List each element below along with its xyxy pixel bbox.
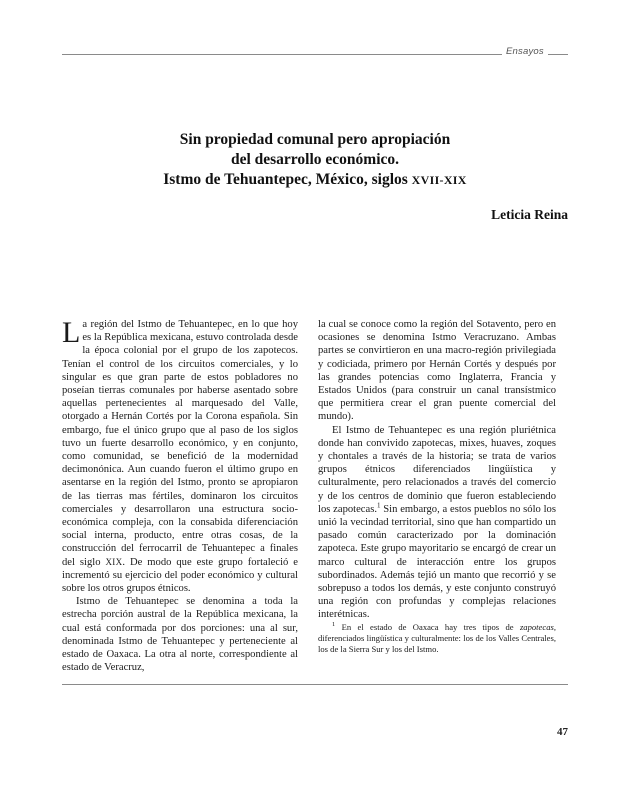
author-name: Leticia Reina <box>491 207 568 222</box>
title-line-3 <box>62 170 568 190</box>
title-line-1: Sin propiedad comunal pero apropiación <box>179 131 451 149</box>
footnote-reference[interactable]: 1 <box>376 501 381 510</box>
header-rule-right <box>548 54 568 55</box>
paragraph-2: Istmo de Tehuantepec se denomina a toda la estrecha porción austral de la República mexicana, la cual está conformada por dos porciones: una al sur, denominada Istmo de Tehuantepec y perteneciente al estado de Oaxaca. La otra al norte, correspondiente al estado de Veracruz, <box>62 596 298 674</box>
page-number: 47 <box>557 726 568 738</box>
footnote-text-b: , diferenciados lingüística y culturalmente: los de los Valles Centrales, los de la Sierra Sur y los del Istmo. <box>318 621 556 654</box>
paragraph-4-text-a: El Istmo de Tehuantepec es una región pluriétnica donde han convivido zapotecas, mixes, huaves, zoques y chontales a través de la historia; se trata de varios grupos étnicos diferenciados lingüística y culturalmente, pero relacionados a través del comercio y de los centros de dominio que fueron estableciendo los zapotecas. <box>318 424 556 515</box>
body-column-left <box>62 318 298 674</box>
title-line-3-main: Istmo de Tehuantepec, México, siglos <box>163 171 412 189</box>
paragraph-1-text-b: . De modo que este grupo fortaleció e incrementó su ejercicio del poder económico y cultural sobre los otros grupos étnicos. <box>62 556 298 595</box>
paragraph-4 <box>318 424 556 622</box>
footnote-mark: 1 <box>332 620 336 628</box>
article-title <box>62 130 568 190</box>
footer-rule <box>62 684 568 685</box>
drop-cap: L <box>62 316 81 349</box>
century-numeral: XIX <box>105 556 123 567</box>
paragraph-3: la cual se conoce como la región del Sotavento, pero en ocasiones se denomina Istmo Veracruzano. Ambas partes se convirtieron en una macro-región privilegiada y codiciada, primero por Hernán Cortés y después por las grandes potencias como Inglaterra, Francia y Estados Unidos (para construir un canal transístmico que permitiera crear el gran puente comercial del mundo). <box>318 319 556 423</box>
section-label: Ensayos <box>506 46 544 57</box>
footnote-italic-term: zapotecas <box>519 621 554 632</box>
title-line-2: del desarrollo económico. <box>230 151 400 169</box>
body-column-right <box>318 318 556 655</box>
footnote-text-a: En el estado de Oaxaca hay tres tipos de <box>335 621 520 632</box>
paragraph-1-text-a: a región del Istmo de Tehuantepec, en lo que hoy es la República mexicana, estuvo controlada desde la época colonial por el grupo de los zapotecos. Tenían el control de los circuitos comerciales, y lo singular es que gran parte de estos pobladores no poseían tierras comunales por haberse asentado sobre aquellas pertenecientes al marquesado del Valle, otorgado a Hernán Cortés por la Corona española. Sin embargo, fue el único grupo que al paso de los siglos tuvo un fuerte desarrollo económico, y en conjunto, como comunidad, se benefició de la modernidad decimonónica. Aun cuando fueron el último grupo en asentarse en la región del Istmo, pronto se apropiaron de las tierras mas fértiles, dominaron los circuitos comerciales y desarrollaron una estructura socio-económica compleja, con la consabida diferenciación social interna, producto, entre otras cosas, de la construcción del ferrocarril de Tehuantepec a finales del siglo <box>62 319 298 568</box>
header-rule-left <box>62 54 502 55</box>
footnote <box>318 622 556 655</box>
paragraph-4-text-b: Sin embargo, a estos pueblos no sólo los unió la vecindad territorial, sino que han compartido un pasado común caracterizado por la dominación zapoteca. Este grupo mayoritario se encargó de crear un marco cultural de interacción entre los grupos subordinados. Además tejió un manto que recorrió y se sobrepuso a todos los demás, y este conjunto construyó una región con profundas y complejas relaciones interétnicas. <box>318 503 556 621</box>
title-centuries: XVII-XIX <box>411 173 467 188</box>
paragraph-1 <box>62 318 298 595</box>
